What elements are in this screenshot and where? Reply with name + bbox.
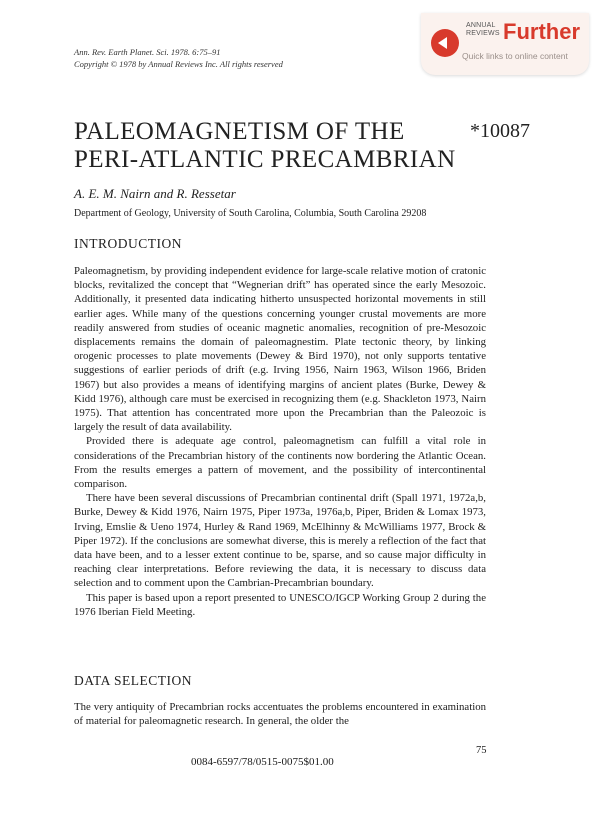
intro-paragraph-3: There have been several discussions of Precambrian continental drift (Spall 1971, 1972a,b, Burke, Dewey & Kidd 1976, Nairn 1975, Piper 1973a, 1976a,b, Piper, Briden & Lomax 1973, Irving, Emslie & Ueno 1974, Hurley & Rand 1969, McElhinny & McWilliams 1977, Brock & Piper 1972). If the conclusions are somewhat diverse, this is merely a reflection of the fact that data have been, and to a lesser extent continue to be, sparse, and so cause major difficulty in reaching clear interpretations. Before reviewing the data, it is necessary to discuss data selection and to comment upon the Cambrian-Precambrian boundary. <box>74 492 486 590</box>
copyright-line: Copyright © 1978 by Annual Reviews Inc. All rights reserved <box>74 59 283 69</box>
annual-reviews-logo <box>466 22 500 38</box>
page-number: 75 <box>476 745 487 756</box>
journal-citation-block <box>74 46 283 70</box>
quick-links-link[interactable]: Quick links to online content <box>462 51 568 61</box>
introduction-heading: INTRODUCTION <box>74 236 182 251</box>
data-selection-heading: DATA SELECTION <box>74 673 193 688</box>
intro-paragraph-4: This paper is based upon a report presented to UNESCO/IGCP Working Group 2 during the 1976 Iberian Field Meeting. <box>74 591 486 618</box>
issn-code: 0084-6597/78/0515-0075$01.00 <box>191 756 334 768</box>
data-selection-body <box>74 700 486 728</box>
reviews-label: REVIEWS <box>466 30 500 37</box>
back-arrow-icon[interactable] <box>431 29 459 57</box>
article-title <box>74 118 456 174</box>
intro-paragraph-2: Provided there is adequate age control, paleomagnetism can fulfill a vital role in considerations of the Precambrian history of the continents now bordering the Atlantic Ocean. From the results emerges a pattern of movement, and the possibility of intercontinental comparison. <box>74 435 486 491</box>
introduction-body <box>74 264 486 619</box>
title-line-2: PERI-ATLANTIC PRECAMBRIAN <box>74 146 456 173</box>
further-title: Further <box>503 19 580 44</box>
authors: A. E. M. Nairn and R. Ressetar <box>74 186 236 201</box>
further-banner[interactable] <box>421 13 589 75</box>
journal-citation: Ann. Rev. Earth Planet. Sci. 1978. 6:75–91 <box>74 47 221 57</box>
article-code: *10087 <box>470 120 530 142</box>
title-line-1: PALEOMAGNETISM OF THE <box>74 118 405 145</box>
department: Department of Geology, University of South Carolina, Columbia, South Carolina 29208 <box>74 208 427 219</box>
annual-label: ANNUAL <box>466 22 496 29</box>
data-paragraph-1: The very antiquity of Precambrian rocks accentuates the problems encountered in examination of material for paleomagnetic research. In general, the older the <box>74 701 486 728</box>
intro-paragraph-1: Paleomagnetism, by providing independent evidence for large-scale relative motion of cratonic blocks, revitalized the concept that “Wegnerian drift” has operated since the early Mesozoic. Additionally, it presented data indicating hitherto unsuspected horizontal movements in still earlier ages. While many of the questions concerning younger crustal movements are more readily answered from studies of oceanic magnetic anomalies, recognition of pre-Mesozoic displacements remains the domain of paleomagnestim. Plate tectonic theory, by linking orogenic processes to plate movements (Dewey & Bird 1970), not only supports tentative suggestions of earlier periods of drift (e.g. Irving 1956, Nairn 1963, Wilson 1966, Briden 1967) but also provides a means of identifying margins of ancient plates (Burke, Dewey & Kidd 1976), although care must be exercised in recognizing them (e.g. Shackleton 1973, Nairn 1975). That attention has concentrated more upon the Precambrian than the Paleozoic is largely the result of data availability. <box>74 265 486 434</box>
